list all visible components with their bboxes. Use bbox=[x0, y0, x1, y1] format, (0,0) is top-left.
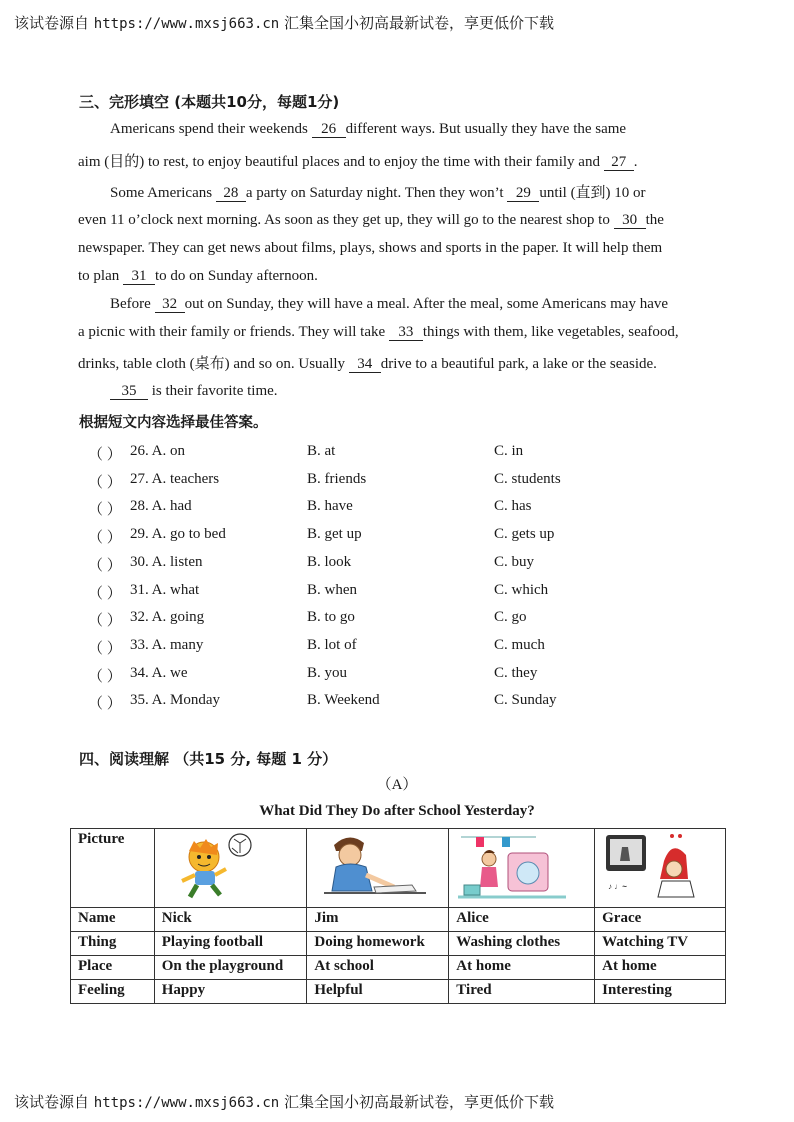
picture-cell bbox=[307, 829, 449, 908]
answer-bracket[interactable]: （ ） bbox=[88, 613, 122, 630]
option-c: C. has bbox=[494, 498, 532, 515]
option-a: 27. A. teachers bbox=[130, 470, 220, 487]
section4-title: 四、阅读理解 （共15 分, 每题 1 分） bbox=[79, 750, 338, 768]
option-b: B. Weekend bbox=[307, 692, 380, 709]
picture-cell bbox=[595, 829, 726, 908]
question-row bbox=[0, 609, 794, 633]
thing-cell: Playing football bbox=[154, 932, 307, 956]
question-row bbox=[0, 582, 794, 606]
place-cell: On the playground bbox=[154, 956, 307, 980]
feeling-cell: Interesting bbox=[595, 980, 726, 1004]
header-prefix: 该试卷源自 bbox=[14, 14, 90, 32]
option-a: 32. A. going bbox=[130, 609, 205, 626]
tv-girl-picture bbox=[602, 831, 702, 903]
option-b: B. friends bbox=[307, 470, 367, 487]
option-c: C. they bbox=[494, 664, 538, 681]
passage-line: aim (目的) to rest, to enjoy beautiful places and to enjoy the time with their family and 27 . bbox=[78, 154, 638, 170]
table-row bbox=[71, 908, 726, 932]
table-row bbox=[71, 932, 726, 956]
table-title: What Did They Do after School Yesterday? bbox=[259, 803, 535, 819]
option-b: B. when bbox=[307, 581, 357, 598]
option-a: 33. A. many bbox=[130, 636, 204, 653]
row-label: Picture bbox=[71, 829, 155, 908]
thing-cell: Doing homework bbox=[307, 932, 449, 956]
row-label: Place bbox=[71, 956, 155, 980]
option-a: 28. A. had bbox=[130, 498, 192, 515]
option-b: B. get up bbox=[307, 526, 362, 543]
place-cell: At home bbox=[449, 956, 595, 980]
blank-31: 31 bbox=[123, 268, 155, 285]
question-row bbox=[0, 471, 794, 495]
svg-text:♪ ♩~: ♪ ♩~ bbox=[608, 882, 628, 891]
table-row bbox=[71, 956, 726, 980]
option-c: C. in bbox=[494, 443, 524, 459]
option-c: C. which bbox=[494, 581, 549, 598]
feeling-cell: Happy bbox=[154, 980, 307, 1004]
footer-url-link[interactable]: https://www.mxsj663.cn bbox=[93, 1095, 280, 1111]
option-a: 34. A. we bbox=[130, 664, 188, 681]
option-b: B. look bbox=[307, 553, 352, 570]
blank-32: 32 bbox=[155, 296, 185, 313]
option-b: B. lot of bbox=[307, 636, 357, 653]
feeling-cell: Helpful bbox=[307, 980, 449, 1004]
option-c: C. students bbox=[494, 470, 561, 487]
section3-title: 三、完形填空 (本题共10分，每题1分) bbox=[79, 93, 340, 111]
answer-bracket[interactable]: （ ） bbox=[88, 557, 122, 574]
passage-line: Some Americans 28 a party on Saturday night. Then they won’t 29 until (直到) 10 or bbox=[110, 185, 646, 201]
passage-line: 35 is their favorite time. bbox=[110, 383, 278, 400]
table-row bbox=[71, 829, 726, 908]
question-row bbox=[0, 692, 794, 716]
passage-line: to plan 31 to do on Sunday afternoon. bbox=[78, 268, 318, 284]
name-cell: Alice bbox=[449, 908, 595, 932]
blank-28: 28 bbox=[216, 185, 246, 202]
name-cell: Jim bbox=[307, 908, 449, 932]
option-b: B. to go bbox=[307, 609, 355, 626]
football-boy-picture bbox=[162, 831, 262, 903]
blank-33: 33 bbox=[389, 324, 423, 341]
passage-line: even 11 o’clock next morning. As soon as they get up, they will go to the nearest shop to 30 the bbox=[78, 212, 664, 228]
blank-27: 27 bbox=[604, 154, 634, 171]
option-c: C. go bbox=[494, 609, 527, 626]
blank-34: 34 bbox=[349, 356, 381, 373]
row-label: Name bbox=[71, 908, 155, 932]
question-row bbox=[0, 554, 794, 578]
passage-line: newspaper. They can get news about films, plays, shows and sports in the paper. It will help them bbox=[78, 240, 663, 256]
header-url-link[interactable]: https://www.mxsj663.cn bbox=[93, 16, 280, 32]
footer-prefix: 该试卷源自 bbox=[14, 1093, 90, 1111]
question-row bbox=[0, 665, 794, 689]
feeling-cell: Tired bbox=[449, 980, 595, 1004]
place-cell: At home bbox=[595, 956, 726, 980]
option-a: 26. A. on bbox=[130, 443, 186, 459]
answer-bracket[interactable]: （ ） bbox=[88, 668, 122, 685]
name-cell: Grace bbox=[595, 908, 726, 932]
option-a: 30. A. listen bbox=[130, 553, 203, 570]
option-c: C. gets up bbox=[494, 526, 555, 543]
option-c: C. much bbox=[494, 636, 545, 653]
answer-bracket[interactable]: （ ） bbox=[88, 585, 122, 602]
washing-girl-picture bbox=[456, 831, 571, 903]
passage-line: drinks, table cloth (桌布) and so on. Usually 34 drive to a beautiful park, a lake or the seaside. bbox=[78, 356, 657, 372]
thing-cell: Washing clothes bbox=[449, 932, 595, 956]
header-suffix: 汇集全国小初高最新试卷，享更低价下载 bbox=[284, 14, 555, 32]
blank-30: 30 bbox=[614, 212, 646, 229]
passage-line: Americans spend their weekends 26 different ways. But usually they have the same bbox=[110, 121, 627, 137]
blank-29: 29 bbox=[507, 185, 539, 202]
question-row bbox=[0, 526, 794, 550]
option-c: C. buy bbox=[494, 553, 535, 570]
question-row bbox=[0, 443, 794, 467]
answer-bracket[interactable]: （ ） bbox=[88, 474, 122, 491]
picture-cell bbox=[449, 829, 595, 908]
option-a: 35. A. Monday bbox=[130, 692, 220, 709]
page-footer bbox=[14, 1091, 554, 1112]
name-cell: Nick bbox=[154, 908, 307, 932]
answer-bracket[interactable]: （ ） bbox=[88, 640, 122, 657]
place-cell: At school bbox=[307, 956, 449, 980]
info-table bbox=[70, 828, 726, 1004]
option-a: 29. A. go to bed bbox=[130, 526, 226, 543]
instruction: 根据短文内容选择最佳答案。 bbox=[79, 415, 268, 431]
option-c: C. Sunday bbox=[494, 692, 557, 709]
thing-cell: Watching TV bbox=[595, 932, 726, 956]
blank-35: 35 bbox=[110, 383, 148, 400]
homework-boy-picture bbox=[314, 831, 434, 903]
passage-line: Before 32 out on Sunday, they will have a meal. After the meal, some Americans may have bbox=[110, 296, 669, 312]
option-b: B. have bbox=[307, 498, 353, 515]
answer-bracket[interactable]: （ ） bbox=[88, 502, 122, 519]
passage-label: （A） bbox=[376, 777, 418, 793]
answer-bracket[interactable]: （ ） bbox=[88, 696, 122, 713]
table-row bbox=[71, 980, 726, 1004]
passage-line: a picnic with their family or friends. They will take 33 things with them, like vegetables, seafood, bbox=[78, 324, 679, 340]
row-label: Thing bbox=[71, 932, 155, 956]
picture-cell bbox=[154, 829, 307, 908]
answer-bracket[interactable]: （ ） bbox=[88, 530, 122, 547]
footer-suffix: 汇集全国小初高最新试卷，享更低价下载 bbox=[284, 1093, 555, 1111]
option-a: 31. A. what bbox=[130, 581, 200, 598]
option-b: B. you bbox=[307, 664, 348, 681]
question-row bbox=[0, 498, 794, 522]
option-b: B. at bbox=[307, 443, 336, 459]
row-label: Feeling bbox=[71, 980, 155, 1004]
question-row bbox=[0, 637, 794, 661]
page-header bbox=[14, 12, 554, 33]
answer-bracket[interactable]: （ ） bbox=[88, 447, 122, 463]
blank-26: 26 bbox=[312, 121, 346, 138]
